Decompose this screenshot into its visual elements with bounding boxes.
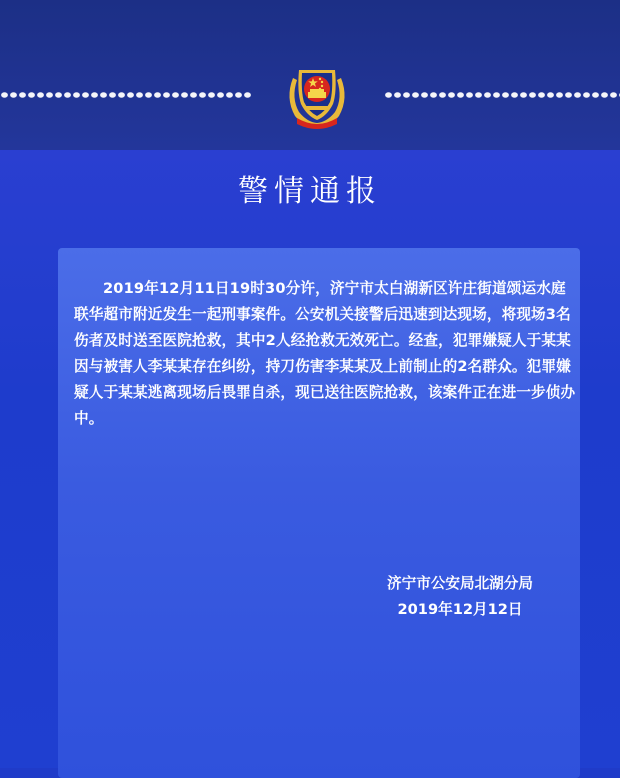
- notice-body: 2019年12月11日19时30分许，济宁市太白湖新区许庄街道颂运水庭联华超市附近发生一起刑事案件。公安机关接警后迅速到达现场，将现场3名伤者及时送至医院抢救，其中2人经抢救无效死亡。经查，犯罪嫌疑人于某某因与被害人李某某存在纠纷，持刀伤害李某某及上前制止的2名群众。犯罪嫌疑人于某某逃离现场后畏罪自杀，现已送往医院抢救，该案件正在进一步侦办中。: [74, 280, 576, 427]
- issuer-name: 济宁市公安局北湖分局: [387, 575, 533, 592]
- rope-decoration-right: [384, 88, 620, 102]
- rope-decoration-left: [0, 88, 252, 102]
- issue-date: 2019年12月12日: [397, 601, 523, 618]
- page-title: 警情通报: [238, 174, 382, 209]
- police-emblem-icon: [283, 58, 351, 132]
